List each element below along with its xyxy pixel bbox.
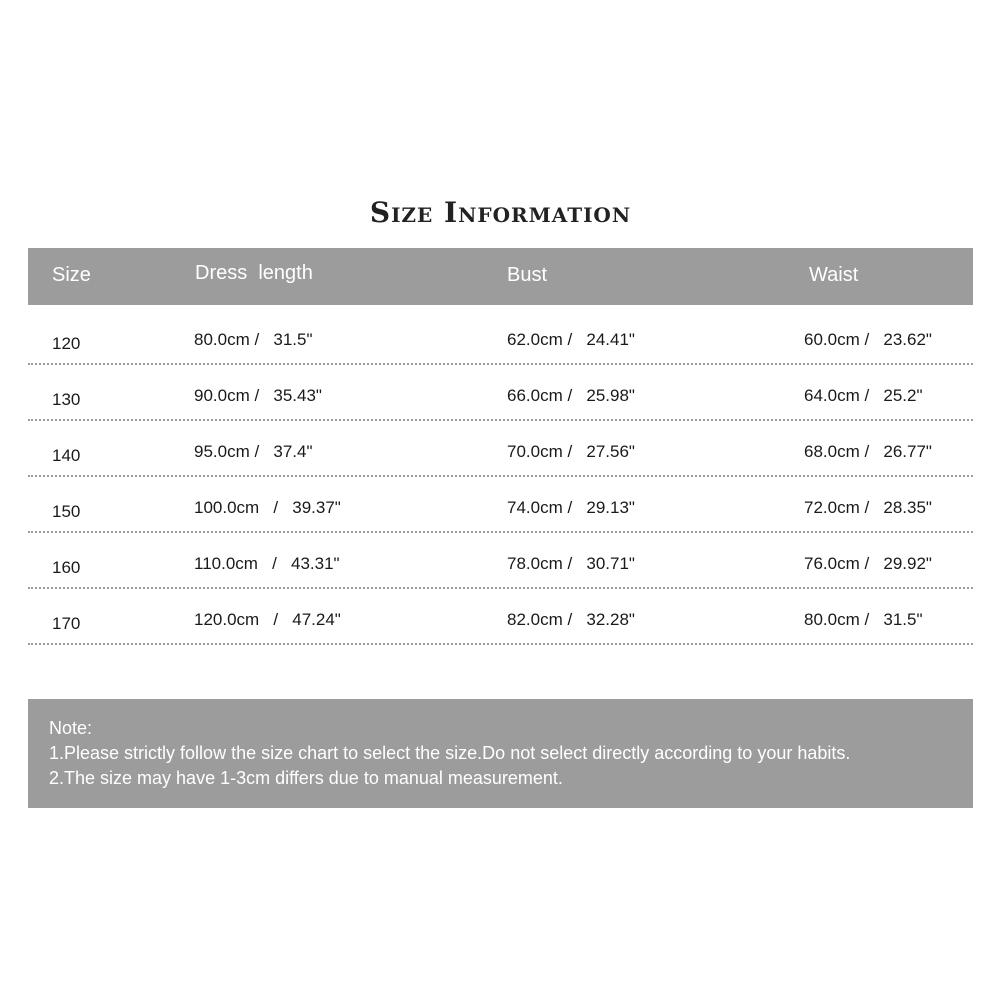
waist-cell: 80.0cm / 31.5" (804, 610, 923, 629)
bust-cell: 70.0cm / 27.56" (507, 442, 635, 461)
waist-cell: 76.0cm / 29.92" (804, 554, 932, 573)
dress-length-cell: 95.0cm / 37.4" (194, 442, 313, 461)
size-cell: 130 (52, 390, 81, 409)
dress-length-cell: 80.0cm / 31.5" (194, 330, 313, 349)
size-cell: 160 (52, 558, 81, 577)
column-header-bust: Bust (507, 264, 548, 286)
bust-cell: 62.0cm / 24.41" (507, 330, 635, 349)
waist-cell: 68.0cm / 26.77" (804, 442, 932, 461)
note-heading: Note: (49, 718, 93, 738)
table-row (28, 533, 973, 589)
bust-cell: 66.0cm / 25.98" (507, 386, 635, 405)
size-cell: 120 (52, 334, 81, 353)
page-title: Size Information (369, 196, 632, 229)
dress-length-cell: 90.0cm / 35.43" (194, 386, 322, 405)
column-header-dress-length: Dress length (195, 262, 313, 284)
note-box (28, 699, 973, 808)
table-row (28, 589, 973, 645)
waist-cell: 60.0cm / 23.62" (804, 330, 932, 349)
table-header (28, 248, 973, 305)
table-row (28, 421, 973, 477)
waist-cell: 64.0cm / 25.2" (804, 386, 923, 405)
table-row (28, 477, 973, 533)
column-header-size: Size (52, 264, 91, 286)
size-cell: 170 (52, 614, 81, 633)
table-row (28, 365, 973, 421)
dress-length-cell: 110.0cm / 43.31" (194, 554, 340, 573)
size-cell: 150 (52, 502, 81, 521)
note-line: 2.The size may have 1-3cm differs due to manual measurement. (49, 768, 563, 788)
dress-length-cell: 120.0cm / 47.24" (194, 610, 341, 629)
waist-cell: 72.0cm / 28.35" (804, 498, 932, 517)
table-row (28, 309, 973, 365)
bust-cell: 82.0cm / 32.28" (507, 610, 635, 629)
note-line: 1.Please strictly follow the size chart to select the size.Do not select directly according to your habits. (49, 743, 851, 763)
bust-cell: 78.0cm / 30.71" (507, 554, 635, 573)
size-cell: 140 (52, 446, 81, 465)
column-header-waist: Waist (809, 264, 859, 286)
dress-length-cell: 100.0cm / 39.37" (194, 498, 341, 517)
bust-cell: 74.0cm / 29.13" (507, 498, 635, 517)
